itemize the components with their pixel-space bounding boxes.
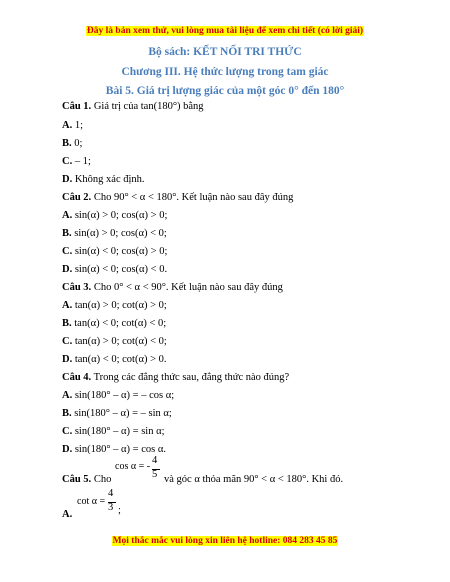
option-text: sin(α) > 0; cos(α) < 0; xyxy=(71,228,167,239)
question-2 xyxy=(62,192,293,203)
option-2a xyxy=(62,210,167,221)
bottom-banner xyxy=(0,536,450,546)
option-5a-label xyxy=(62,509,72,520)
option-text: sin(180° – α) = sin α; xyxy=(72,426,165,437)
option-4a xyxy=(62,390,174,401)
question-text: Giá trị của tan(180°) bằng xyxy=(91,101,204,112)
formula-cos-lhs: cos α = - xyxy=(115,461,151,472)
question-label: Câu 5. xyxy=(62,474,92,485)
question-text: Cho 90° < α < 180°. Kết luận nào sau đây đúng xyxy=(91,192,294,203)
option-label: D. xyxy=(62,444,73,455)
book-title: Bộ sách: KẾT NỐI TRI THỨC xyxy=(148,46,302,58)
chapter-title: Chương III. Hệ thức lượng trong tam giác xyxy=(121,66,329,78)
option-3b xyxy=(62,318,166,329)
option-text: sin(180° – α) = – sin α; xyxy=(71,408,172,419)
option-2d xyxy=(62,264,167,275)
option-2b xyxy=(62,228,167,239)
option-label: A. xyxy=(62,120,73,131)
option-label: B. xyxy=(62,228,72,239)
fraction-numerator: 4 xyxy=(152,455,158,466)
option-4d xyxy=(62,444,166,455)
question-label: Câu 3. xyxy=(62,282,92,293)
option-label: B. xyxy=(62,318,72,329)
option-label: C. xyxy=(62,426,73,437)
option-label: C. xyxy=(62,246,73,257)
option-label: A. xyxy=(62,509,73,520)
option-text: tan(α) < 0; cot(α) < 0; xyxy=(71,318,167,329)
formula-cot-lhs: cot α = xyxy=(77,496,106,507)
option-text: sin(α) < 0; cos(α) < 0. xyxy=(72,264,168,275)
option-text: tan(α) > 0; cot(α) < 0; xyxy=(72,336,167,347)
option-4b xyxy=(62,408,172,419)
option-text: tan(α) < 0; cot(α) > 0. xyxy=(72,354,167,365)
option-text: 0; xyxy=(71,138,83,149)
option-3c xyxy=(62,336,167,347)
fraction-denominator: 5 xyxy=(152,469,158,480)
option-label: A. xyxy=(62,210,73,221)
fraction-denominator: 3 xyxy=(108,502,114,513)
question-text: Cho xyxy=(91,474,112,485)
option-label: C. xyxy=(62,156,73,167)
top-banner-text: Đây là bản xem thử, vui lòng mua tài liệu để xem chi tiết (có lời giải) xyxy=(86,26,364,36)
question-4 xyxy=(62,372,289,383)
option-4c xyxy=(62,426,165,437)
option-label: D. xyxy=(62,174,73,185)
option-3d xyxy=(62,354,167,365)
option-text: sin(180° – α) = – cos α; xyxy=(72,390,175,401)
option-label: A. xyxy=(62,300,73,311)
option-text: sin(α) < 0; cos(α) > 0; xyxy=(72,246,168,257)
top-banner xyxy=(0,26,450,36)
option-text: sin(α) > 0; cos(α) > 0; xyxy=(72,210,168,221)
option-label: B. xyxy=(62,408,72,419)
option-text: tan(α) > 0; cot(α) > 0; xyxy=(72,300,167,311)
fraction-numerator: 4 xyxy=(108,488,114,499)
option-label: D. xyxy=(62,354,73,365)
option-1d xyxy=(62,174,145,185)
option-5a-tail: ; xyxy=(118,505,121,516)
option-label: C. xyxy=(62,336,73,347)
question-5-condition: và góc α thỏa mãn 90° < α < 180°. Khi đó. xyxy=(164,474,344,485)
question-5 xyxy=(62,474,111,485)
option-label: B. xyxy=(62,138,72,149)
option-text: 1; xyxy=(72,120,84,131)
question-label: Câu 2. xyxy=(62,192,92,203)
option-label: A. xyxy=(62,390,73,401)
question-text: Trong các đẳng thức sau, đẳng thức nào đúng? xyxy=(91,372,290,383)
option-2c xyxy=(62,246,167,257)
question-label: Câu 1. xyxy=(62,101,92,112)
option-3a xyxy=(62,300,167,311)
option-text: sin(180° – α) = cos α. xyxy=(72,444,166,455)
question-3 xyxy=(62,282,283,293)
question-label: Câu 4. xyxy=(62,372,92,383)
option-1a xyxy=(62,120,83,131)
option-1c xyxy=(62,156,91,167)
lesson-title: Bài 5. Giá trị lượng giác của một góc 0° đến 180° xyxy=(105,85,345,97)
question-text: Cho 0° < α < 90°. Kết luận nào sau đây đúng xyxy=(91,282,283,293)
option-text: – 1; xyxy=(72,156,91,167)
question-1 xyxy=(62,101,204,112)
bottom-banner-text: Mọi thắc mắc vui lòng xin liên hệ hotline: 084 283 45 85 xyxy=(112,536,338,546)
option-label: D. xyxy=(62,264,73,275)
option-text: Không xác định. xyxy=(72,174,145,185)
option-1b xyxy=(62,138,82,149)
